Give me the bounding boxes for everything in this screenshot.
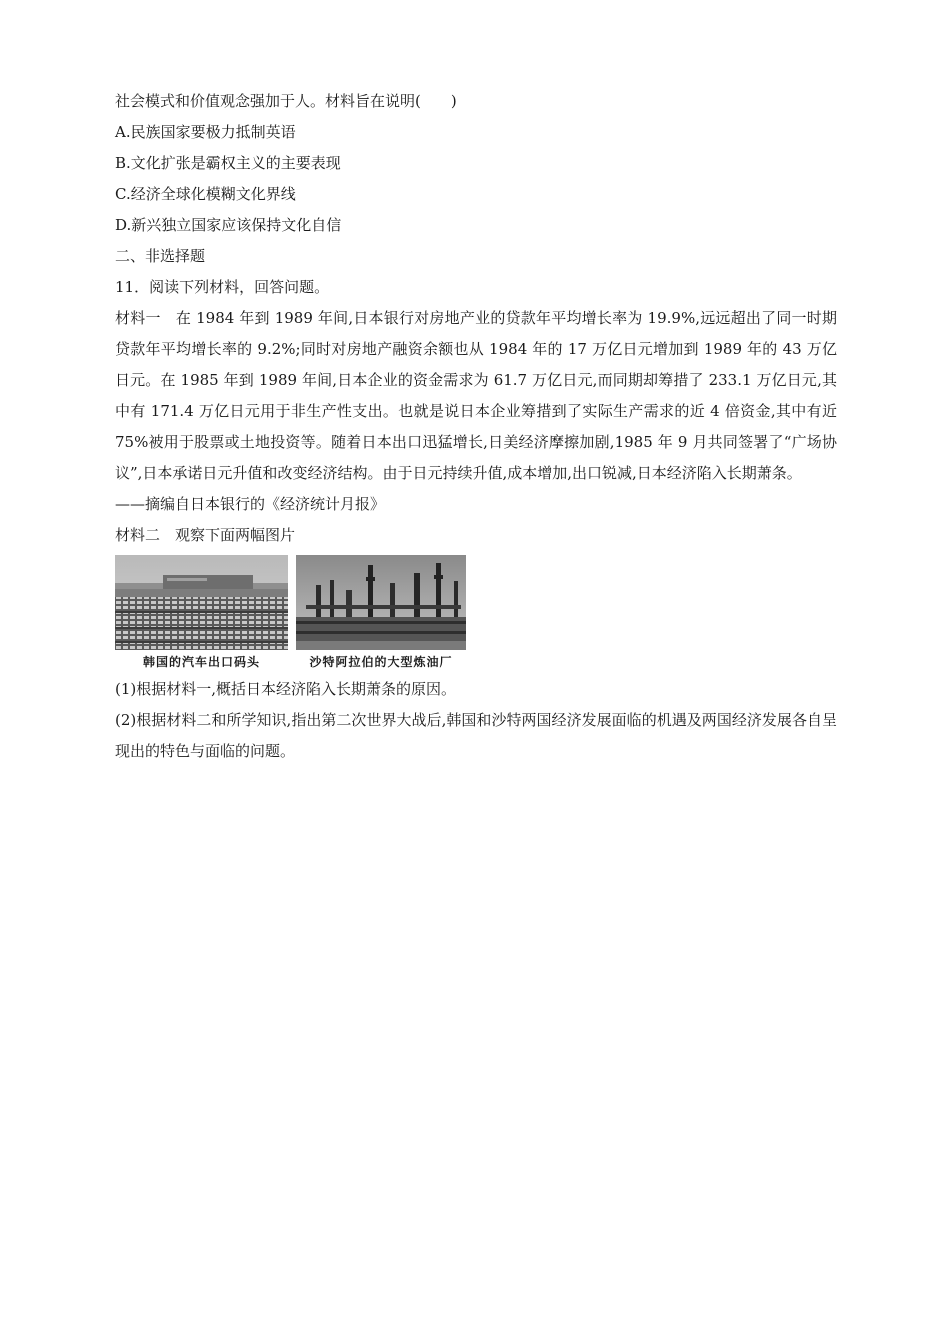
- figure-saudi-refinery: [296, 555, 466, 672]
- section-title: 二、非选择题: [115, 247, 206, 265]
- material-1-source: ——摘编自日本银行的《经济统计月报》: [115, 495, 386, 513]
- sub-question-2: (2)根据材料二和所学知识,指出第二次世界大战后,韩国和沙特两国经济发展面临的机遇及两国经济发展各自呈现出的特色与面临的问题。: [115, 711, 837, 760]
- sub-question-1: (1)根据材料一,概括日本经济陷入长期萧条的原因。: [115, 680, 457, 698]
- material-1-text: 材料一 在 1984 年到 1989 年间,日本银行对房地产业的贷款年平均增长率为 19.9%,远远超出了同一时期贷款年平均增长率的 9.2%;同时对房地产融资余额也从 1984 年的 17 万亿日元增加到 1989 年的 43 万亿日元。在 1985 年到 1989 年间,日本企业的资金需求为 61.7 万亿日元,而同期却筹措了 233.1 万亿日元,其中有 171.4 万亿日元用于非生产性支出。也就是说日本企业筹措到了实际生产需求的近 4 倍资金,其中有近 75%被用于股票或土地投资等。随着日本出口迅猛增长,日美经济摩擦加剧,1985 年 9 月共同签署了“广场协议”,日本承诺日元升值和改变经济结构。由于日元持续升值,成本增加,出口锐减,日本经济陷入长期萧条。: [115, 309, 837, 482]
- option-c: C.经济全球化模糊文化界线: [115, 185, 296, 203]
- car-port-photo: [115, 555, 288, 650]
- option-a: A.民族国家要极力抵制英语: [115, 123, 296, 141]
- document-page: [115, 86, 837, 767]
- option-d: D.新兴独立国家应该保持文化自信: [115, 216, 342, 234]
- question-11-title: 11．阅读下列材料，回答问题。: [115, 278, 330, 296]
- refinery-photo: [296, 555, 466, 650]
- figure-row: [115, 555, 837, 672]
- figure-caption-1: 韩国的汽车出口码头: [142, 655, 260, 669]
- option-b: B.文化扩张是霸权主义的主要表现: [115, 154, 341, 172]
- material-2-intro: 材料二 观察下面两幅图片: [115, 526, 296, 544]
- figure-caption-2: 沙特阿拉伯的大型炼油厂: [309, 655, 453, 669]
- question-stem-end: 社会模式和价值观念强加于人。材料旨在说明( ): [115, 92, 457, 110]
- figure-korea-car-port: [115, 555, 288, 672]
